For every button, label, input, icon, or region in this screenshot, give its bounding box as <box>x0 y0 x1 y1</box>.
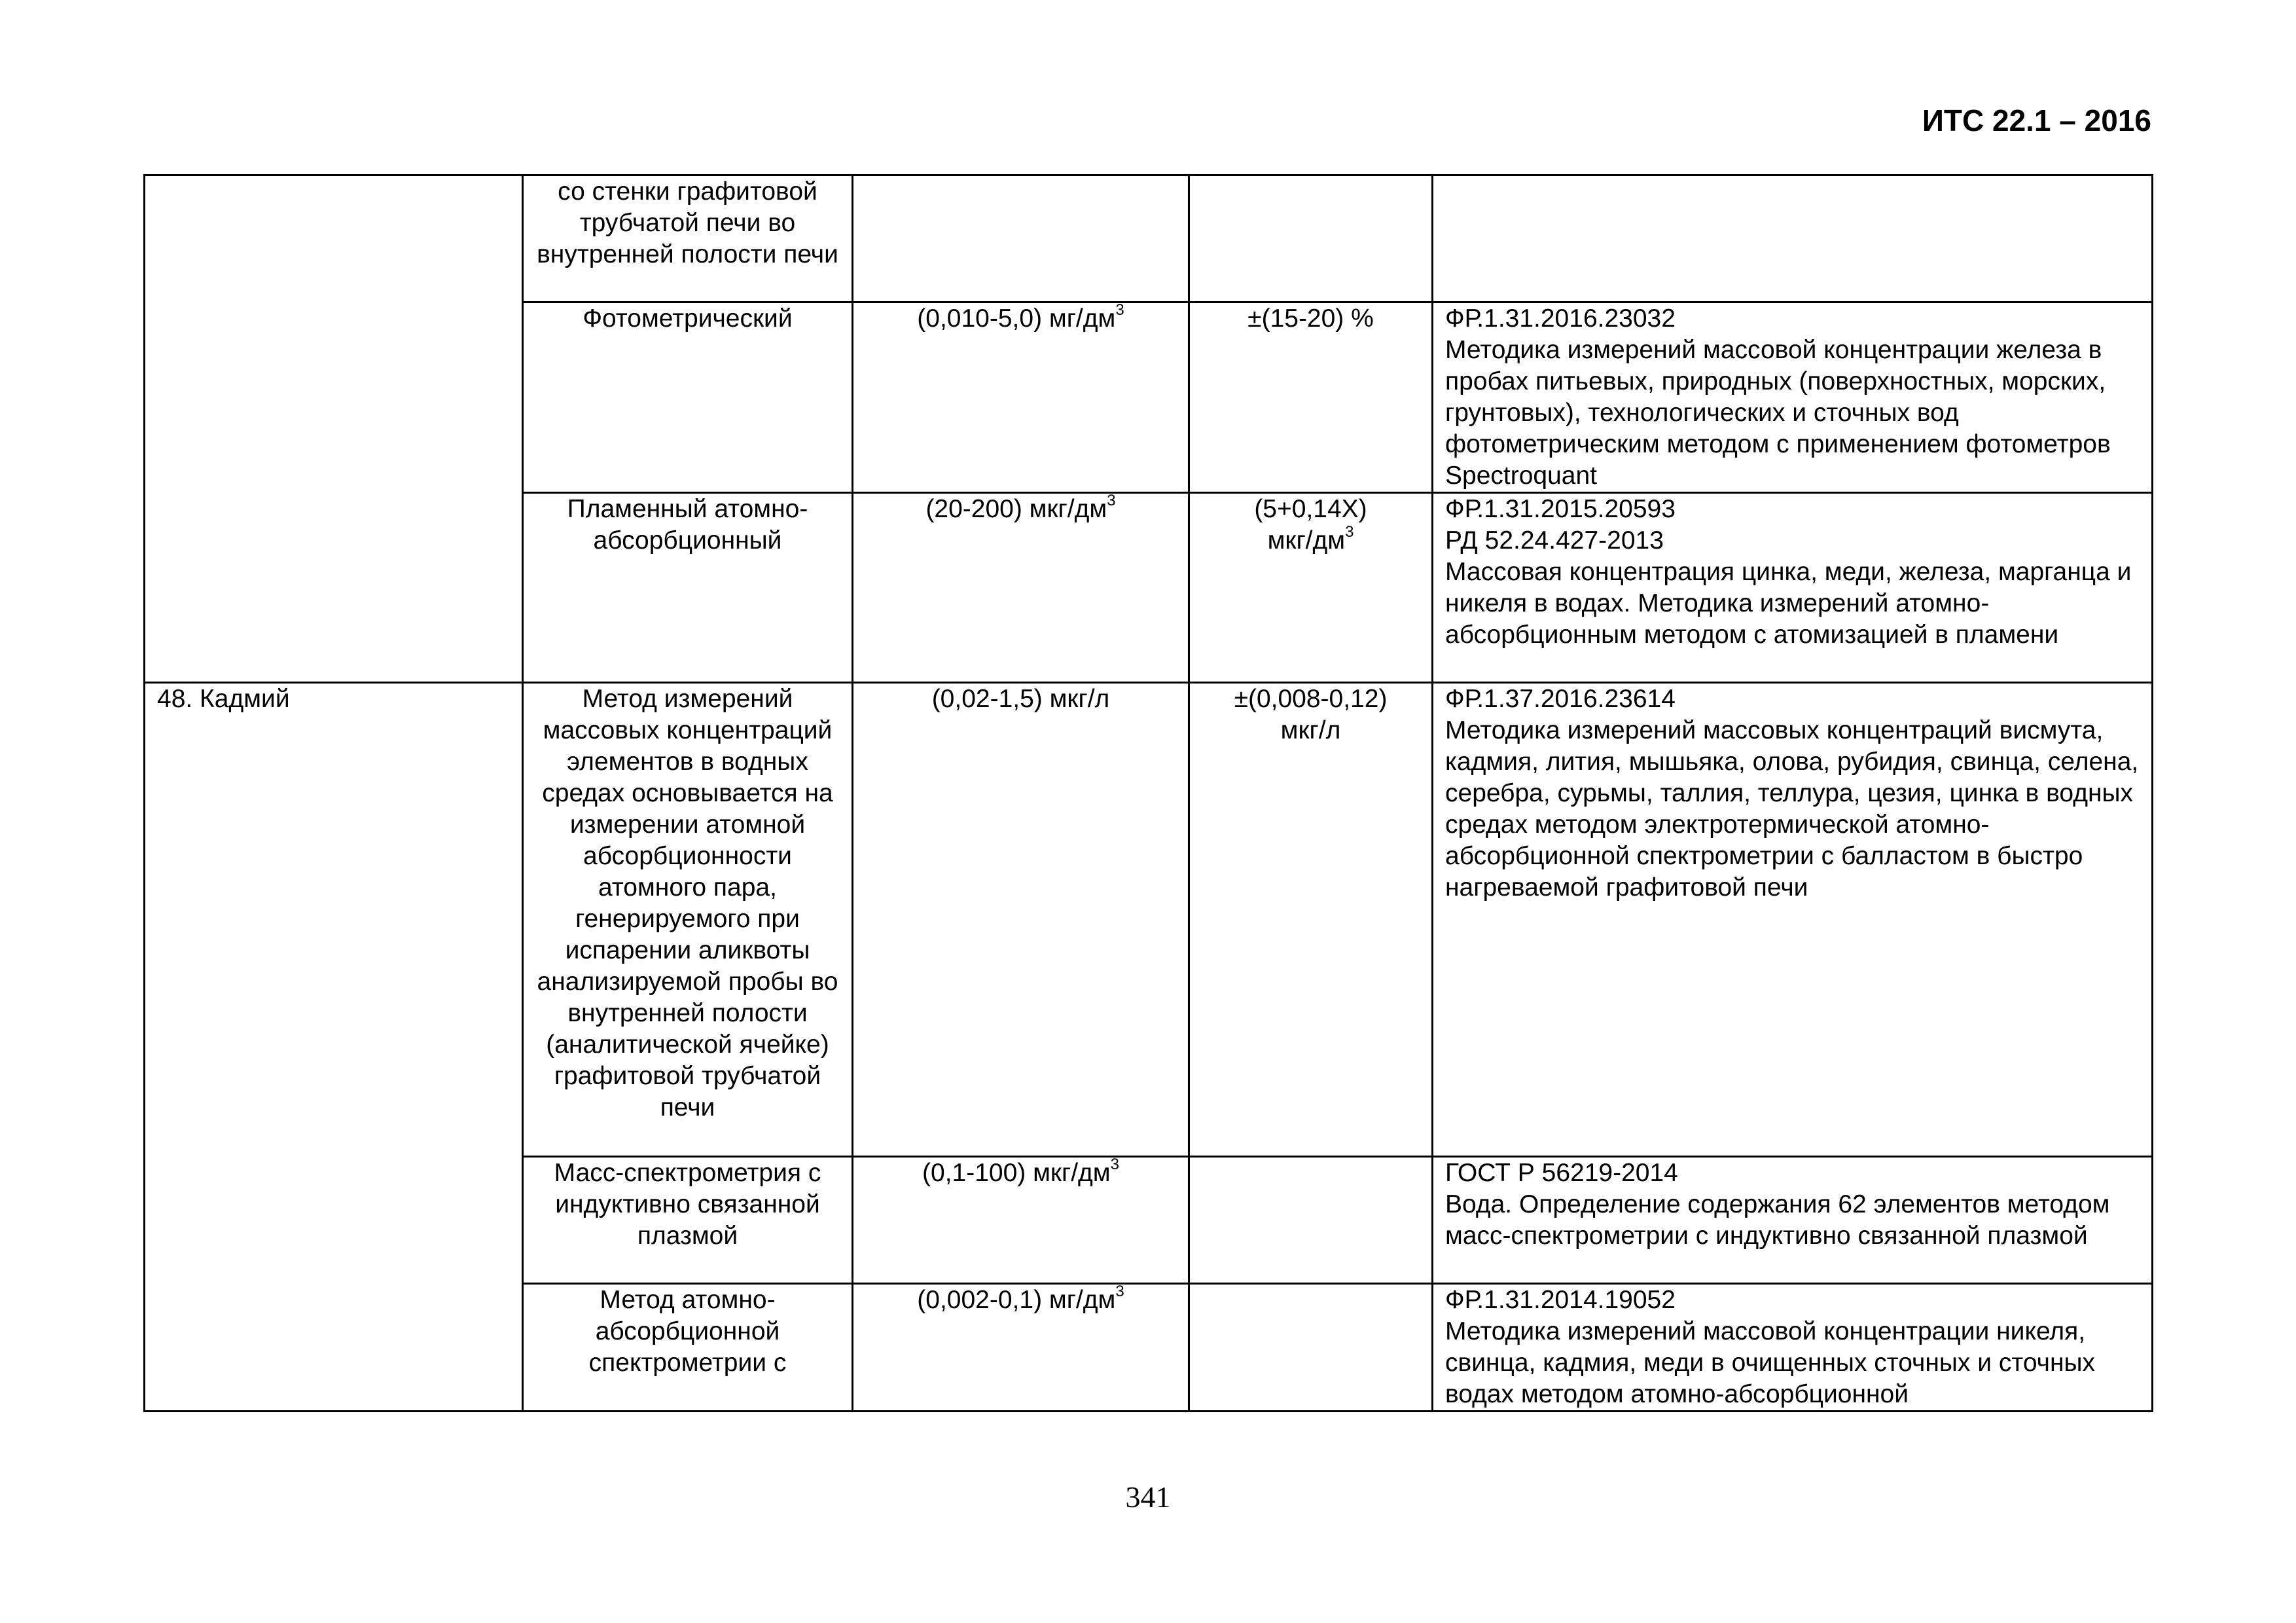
range-cell: (0,002-0,1) $мг/дм^3$ <box>853 1284 1189 1412</box>
reference-cell <box>1433 175 2153 302</box>
error-cell <box>1189 1284 1433 1412</box>
element-cell <box>145 175 523 683</box>
methods-table <box>143 174 2153 1412</box>
element-cell: 48. Кадмий <box>145 683 523 1412</box>
error-cell: (5+0,14X) мкг/$дм^3$ <box>1189 493 1433 683</box>
reference-title: Методика измерений массовой концентрации никеля, свинца, кадмия, меди в очищенных сточных и сточных водах методом атомно-абсорбционной <box>1445 1317 2096 1408</box>
range-cell: (0,010-5,0) $мг/дм^3$ <box>853 302 1189 493</box>
reference-title: Методика измерений массовых концентраций висмута, кадмия, лития, мышьяка, олова, рубидия, свинца, селена, серебра, сурьмы, таллия, теллура, цезия, цинка в водных средах методом электротермической атомно-абсорбционной спектрометрии с балластом в быстро нагреваемой графитовой печи <box>1445 716 2139 902</box>
reference-cell <box>1433 493 2153 683</box>
method-cell: со стенки графитовой трубчатой печи во внутренней полости печи <box>523 175 853 302</box>
reference-cell <box>1433 683 2153 1157</box>
range-cell: (20-200) мкг/$дм^3$ <box>853 493 1189 683</box>
reference-title: Массовая концентрация цинка, меди, железа, марганца и никеля в водах. Методика измерений атомно-абсорбционным методом с атомизацией в пламени <box>1445 558 2132 649</box>
reference-cell <box>1433 1157 2153 1284</box>
reference-code: ФР.1.31.2014.19052 <box>1445 1286 1676 1314</box>
range-cell <box>853 175 1189 302</box>
method-cell: Масс-спектрометрия с индуктивно связанной плазмой <box>523 1157 853 1284</box>
error-cell: ±(15-20) % <box>1189 302 1433 493</box>
error-cell <box>1189 1157 1433 1284</box>
reference-title: Вода. Определение содержания 62 элементов методом масс-спектрометрии с индуктивно связанной плазмой <box>1445 1190 2110 1250</box>
reference-title: Методика измерений массовой концентрации железа в пробах питьевых, природных (поверхностных, морских, грунтовых), технологических и сточных вод фотометрическим методом с применением фотометров Spectroquant <box>1445 336 2111 490</box>
range-cell: (0,02-1,5) мкг/л <box>853 683 1189 1157</box>
reference-code: ФР.1.31.2016.23032 <box>1445 304 1676 333</box>
reference-code: ГОСТ Р 56219-2014 <box>1445 1159 1678 1187</box>
method-cell: Фотометрический <box>523 302 853 493</box>
error-cell: ±(0,008-0,12) мкг/л <box>1189 683 1433 1157</box>
method-cell: Метод атомно-абсорбционной спектрометрии с <box>523 1284 853 1412</box>
page-number: 341 <box>1125 1480 1171 1514</box>
document-code-header: ИТС 22.1 – 2016 <box>1922 103 2151 137</box>
reference-code: РД 52.24.427-2013 <box>1445 526 1664 555</box>
reference-cell <box>1433 302 2153 493</box>
reference-code: ФР.1.31.2015.20593 <box>1445 495 1676 523</box>
reference-cell <box>1433 1284 2153 1412</box>
error-cell <box>1189 175 1433 302</box>
range-cell: (0,1-100) мкг/$дм^3$ <box>853 1157 1189 1284</box>
table-row <box>145 175 2153 302</box>
reference-code: ФР.1.37.2016.23614 <box>1445 685 1676 713</box>
method-cell: Пламенный атомно-абсорбционный <box>523 493 853 683</box>
table-row <box>145 683 2153 1157</box>
method-cell: Метод измерений массовых концентраций элементов в водных средах основывается на измерении атомной абсорбционности атомного пара, генерируемого при испарении аликвоты анализируемой пробы во внутренней полости (аналитической ячейке) графитовой трубчатой печи <box>523 683 853 1157</box>
